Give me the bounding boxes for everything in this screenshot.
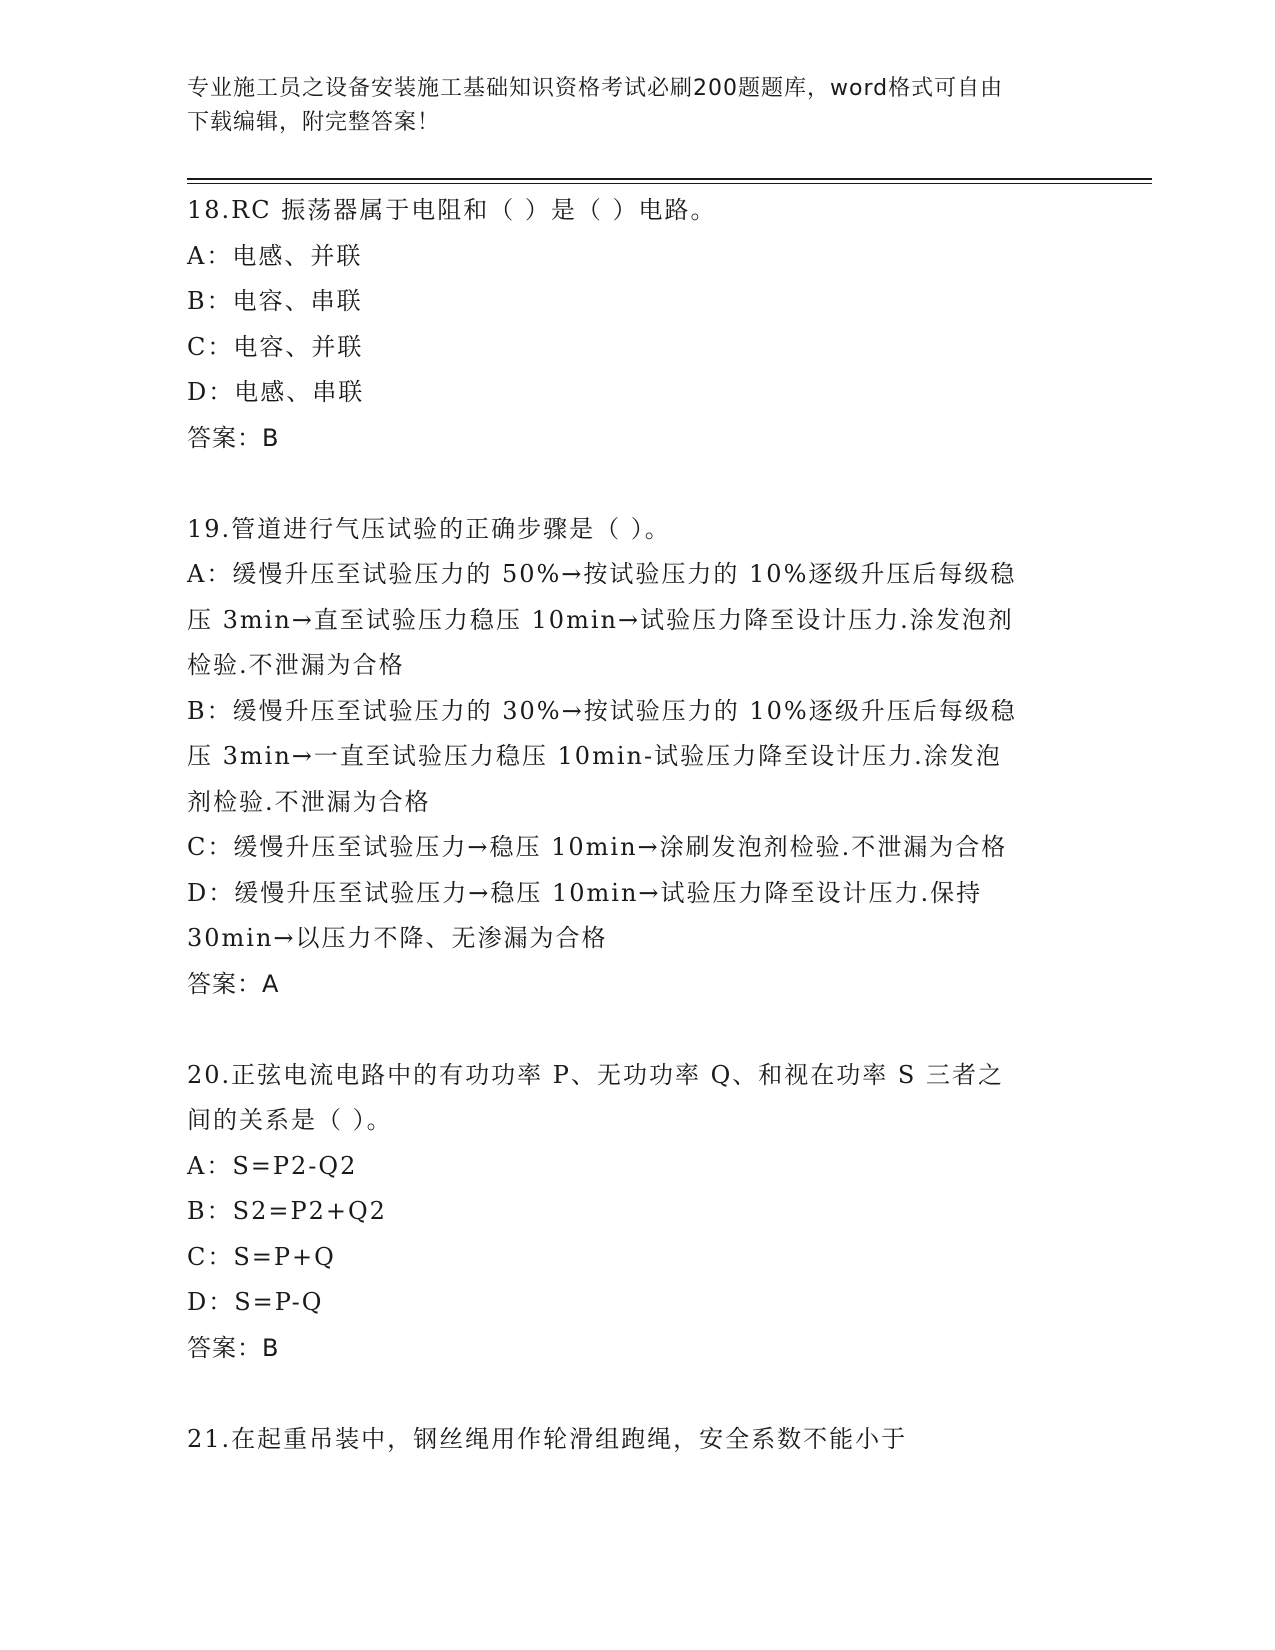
option-a: A：S=P2-Q2 [187,1151,358,1180]
option-b-line-1: B：缓慢升压至试验压力的 30%→按试验压力的 10%逐级升压后每级稳 [187,696,1017,725]
option-a-line-1: A：缓慢升压至试验压力的 50%→按试验压力的 10%逐级升压后每级稳 [187,560,1017,588]
option-c: C：S=P+Q [187,1242,336,1271]
option-d-line-1: D：缓慢升压至试验压力→稳压 10min→试验压力降至设计压力.保持 [187,878,983,907]
option-d-line-2: 30min→以压力不降、无渗漏为合格 [187,924,608,952]
option-a-line-3: 检验.不泄漏为合格 [187,651,405,679]
question-18 [187,188,1087,461]
option-b: B：S2=P2+Q2 [187,1197,387,1225]
question-stem-line-1: 20.正弦电流电路中的有功功率 P、无功功率 Q、和视在功率 S 三者之 [187,1060,1004,1089]
document-header [187,72,1067,140]
answer-label: 答案：A [187,969,280,998]
option-b: B：电容、串联 [187,287,363,315]
option-a-line-2: 压 3min→直至试验压力稳压 10min→试验压力降至设计压力.涂发泡剂 [187,605,1014,634]
answer-label: 答案：B [187,423,280,452]
question-19 [187,507,1087,1008]
question-20 [187,1053,1087,1372]
option-d: D：电感、串联 [187,378,365,406]
option-c: C：电容、并联 [187,332,364,361]
option-b-line-3: 剂检验.不泄漏为合格 [187,787,431,816]
header-line-2: 下载编辑，附完整答案！ [187,110,441,135]
question-list [187,188,1087,1462]
header-line-1: 专业施工员之设备安装施工基础知识资格考试必刷200题题库，word格式可自由 [187,76,1004,101]
question-stem: 19.管道进行气压试验的正确步骤是（ ）。 [187,514,671,543]
header-divider-thick [187,178,1152,180]
option-b-line-2: 压 3min→一直至试验压力稳压 10min-试验压力降至设计压力.涂发泡 [187,742,1002,770]
header-divider-thin [187,183,1152,184]
question-stem-line-2: 间的关系是（ ）。 [187,1106,393,1134]
answer-label: 答案：B [187,1333,280,1362]
option-c: C：缓慢升压至试验压力→稳压 10min→涂刷发泡剂检验.不泄漏为合格 [187,833,1008,861]
option-a: A：电感、并联 [187,241,363,270]
question-stem: 18.RC 振荡器属于电阻和（ ）是（ ）电路。 [187,196,717,224]
question-stem: 21.在起重吊装中，钢丝绳用作轮滑组跑绳，安全系数不能小于 [187,1424,908,1453]
option-d: D：S=P-Q [187,1288,324,1316]
question-21 [187,1417,1087,1463]
